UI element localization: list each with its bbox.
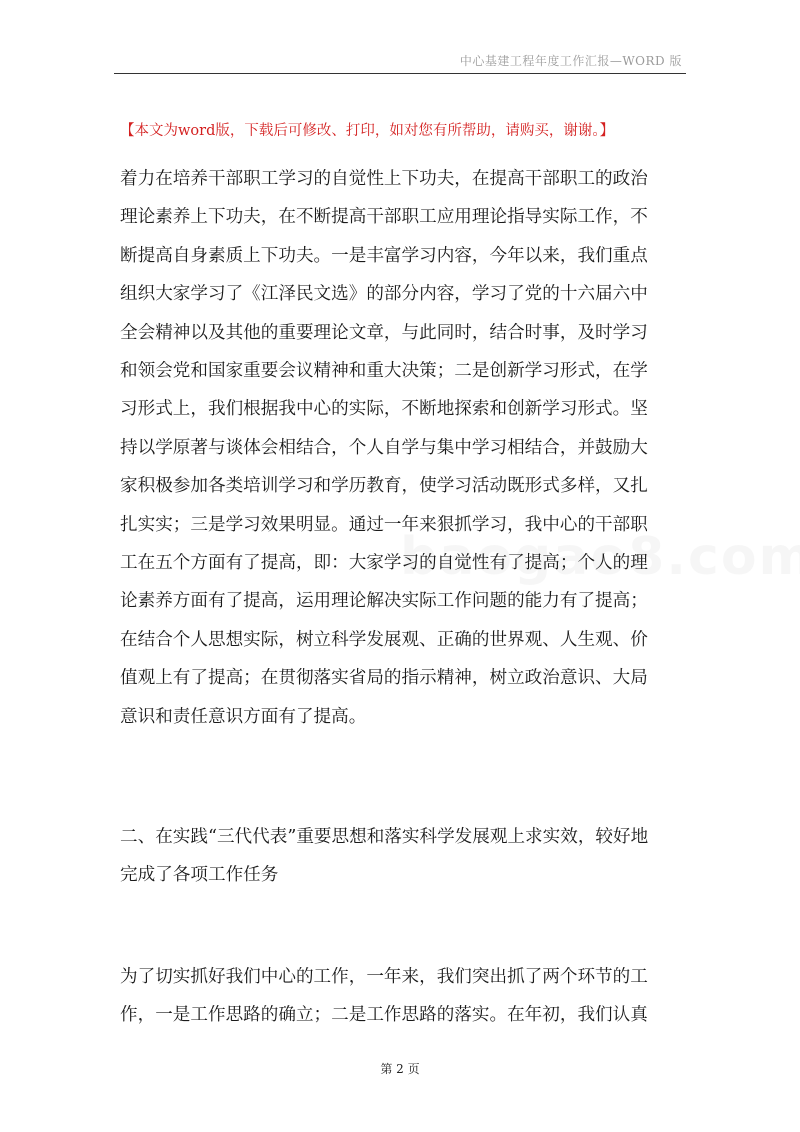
heading-line: 二、在实践“三代代表”重要思想和落实科学发展观上求实效，较好地 xyxy=(120,827,649,847)
text-line: 理论素养上下功夫，在不断提高干部职工应用理论指导实际工作，不 xyxy=(120,207,648,228)
text-line: 习形式上，我们根据我中心的实际，不断地探索和创新学习形式。坚 xyxy=(120,399,648,420)
body-paragraph-2 xyxy=(120,958,688,1035)
text-line: 断提高自身素质上下功夫。一是丰富学习内容，今年以来，我们重点 xyxy=(120,245,648,266)
page-number: 第 2 页 xyxy=(380,1062,420,1076)
text-line: 着力在培养干部职工学习的自觉性上下功夫，在提高干部职工的政治 xyxy=(120,169,648,189)
text-line: 值观上有了提高；在贯彻落实省局的指示精神，树立政治意识、大局 xyxy=(120,668,648,689)
text-line: 组织大家学习了《江泽民文选》的部分内容，学习了党的十六届六中 xyxy=(120,284,648,305)
text-line: 扎实实；三是学习效果明显。通过一年来狠抓学习，我中心的干部职 xyxy=(120,514,648,535)
text-line: 持以学原著与谈体会相结合，个人自学与集中学习相结合，并鼓励大 xyxy=(120,437,648,458)
text-line: 作，一是工作思路的确立；二是工作思路的落实。在年初，我们认真 xyxy=(120,1005,648,1026)
download-notice: 【本文为word版，下载后可修改、打印，如对您有所帮助，请购买，谢谢。】 xyxy=(120,123,615,139)
text-line: 论素养方面有了提高，运用理论解决实际工作问题的能力有了提高； xyxy=(120,591,648,612)
running-header: 中心基建工程年度工作汇报—WORD 版 xyxy=(459,54,682,68)
text-line: 为了切实抓好我们中心的工作，一年来，我们突出抓了两个环节的工 xyxy=(120,967,648,987)
text-line: 和领会党和国家重要会议精神和重大决策；二是创新学习形式，在学 xyxy=(120,361,648,382)
text-line: 家积极参加各类培训学习和学历教育，使学习活动既形式多样，又扎 xyxy=(120,476,648,497)
text-line: 在结合个人思想实际，树立科学发展观、正确的世界观、人生观、价 xyxy=(120,629,648,650)
heading-line: 完成了各项工作任务 xyxy=(120,865,279,886)
body-paragraph-1 xyxy=(120,160,688,736)
text-line: 意识和责任意识方面有了提高。 xyxy=(120,706,367,727)
text-line: 工在五个方面有了提高，即：大家学习的自觉性有了提高；个人的理 xyxy=(120,553,648,574)
header-divider xyxy=(114,73,686,74)
text-line: 全会精神以及其他的重要理论文章，与此同时，结合时事，及时学习 xyxy=(120,322,648,343)
section-heading xyxy=(120,818,688,895)
